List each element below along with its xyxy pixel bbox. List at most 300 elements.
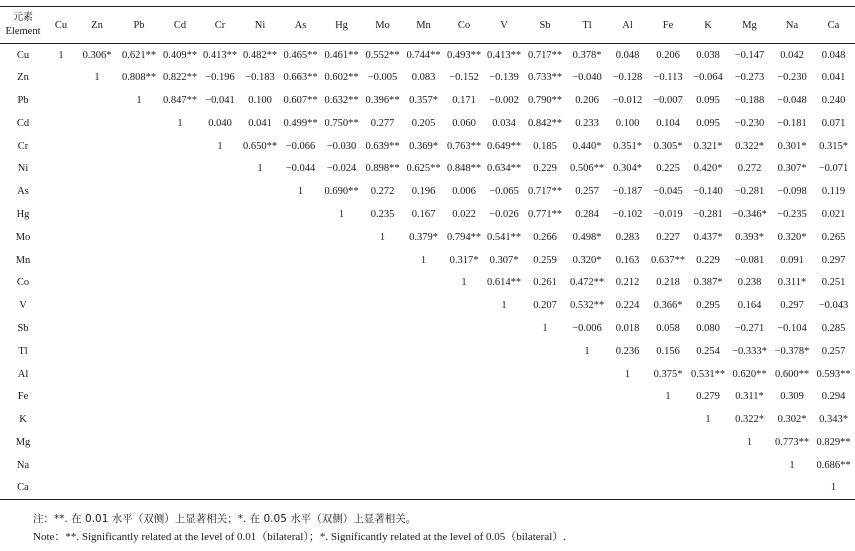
table-cell (403, 454, 444, 477)
table-cell (76, 431, 118, 454)
table-cell (240, 408, 280, 431)
table-cell: −0.098 (777, 186, 807, 198)
table-cell (280, 203, 321, 226)
table-cell (200, 408, 240, 431)
table-cell: 0.351* (613, 140, 642, 152)
table-cell: 1 (217, 140, 223, 152)
table-cell (160, 385, 200, 408)
table-cell (240, 363, 280, 386)
table-cell (118, 226, 160, 249)
corner-header (0, 7, 46, 44)
table-cell (444, 317, 484, 340)
table-cell (444, 477, 484, 500)
table-cell (362, 477, 403, 500)
table-cell: 0.541** (486, 231, 522, 243)
table-cell: 0.532** (569, 300, 605, 312)
table-cell (524, 431, 566, 454)
table-cell: 0.375* (653, 368, 683, 380)
table-row (0, 203, 855, 226)
table-cell (321, 363, 362, 386)
correlation-matrix-table (0, 6, 855, 500)
table-cell: 0.048 (615, 49, 640, 61)
table-cell: −0.030 (326, 140, 357, 152)
table-cell: 1 (379, 231, 386, 243)
table-cell (160, 340, 200, 363)
table-cell (403, 385, 444, 408)
table-cell: 0.420* (693, 163, 723, 175)
table-cell: −0.139 (489, 72, 519, 84)
table-cell (524, 340, 566, 363)
table-row (0, 226, 855, 249)
table-cell (46, 385, 76, 408)
table-cell (160, 431, 200, 454)
table-cell: 0.251 (821, 277, 846, 289)
table-row (0, 363, 855, 386)
table-cell: 0.257 (575, 186, 599, 198)
table-cell (160, 203, 200, 226)
table-cell: 0.649** (486, 140, 522, 152)
table-cell (524, 385, 566, 408)
table-cell (321, 226, 362, 249)
row-header: Zn (17, 72, 29, 84)
table-cell: 0.229 (533, 163, 557, 175)
table-cell (280, 408, 321, 431)
table-cell: 0.156 (656, 345, 680, 357)
table-cell (160, 363, 200, 386)
table-cell (321, 454, 362, 477)
table-cell (280, 226, 321, 249)
table-cell: 0.531** (690, 368, 726, 380)
table-cell: 0.750** (324, 117, 359, 129)
table-cell: 0.322* (735, 414, 764, 426)
table-cell (524, 408, 566, 431)
table-cell: 1 (94, 72, 100, 84)
table-cell (160, 135, 200, 158)
table-cell (444, 385, 484, 408)
table-cell (200, 157, 240, 180)
table-cell (524, 454, 566, 477)
table-cell (46, 340, 76, 363)
table-cell: −0.081 (734, 254, 765, 266)
table-cell: 0.311* (735, 391, 764, 403)
table-cell (444, 294, 484, 317)
table-cell: −0.026 (489, 208, 519, 220)
table-cell (608, 408, 647, 431)
table-cell: 1 (665, 391, 671, 403)
table-cell: 0.763** (446, 140, 482, 152)
table-cell (76, 249, 118, 272)
table-cell: 0.686** (816, 459, 851, 471)
table-cell (280, 477, 321, 500)
table-cell: 0.307* (489, 254, 519, 266)
table-cell (200, 385, 240, 408)
table-cell: −0.230 (777, 72, 807, 84)
table-cell (484, 340, 524, 363)
table-cell (566, 408, 608, 431)
row-header: Al (17, 368, 29, 380)
table-cell: 0.309 (780, 391, 804, 403)
table-cell: 1 (461, 277, 467, 289)
table-cell: 0.379* (409, 231, 438, 243)
row-header: Cu (16, 49, 30, 61)
table-cell (118, 340, 160, 363)
table-cell (444, 408, 484, 431)
table-cell: 0.164 (737, 300, 762, 312)
table-row (0, 89, 855, 112)
table-cell: 1 (338, 208, 345, 220)
table-cell: 1 (624, 368, 631, 380)
table-cell (46, 66, 76, 89)
table-cell (362, 363, 403, 386)
table-cell: −0.181 (777, 117, 807, 129)
table-cell (46, 271, 76, 294)
table-cell: 0.733** (527, 72, 563, 84)
table-cell (46, 112, 76, 135)
table-cell (160, 454, 200, 477)
table-cell (240, 340, 280, 363)
table-cell (280, 431, 321, 454)
column-header: Hg (321, 7, 362, 44)
table-row (0, 271, 855, 294)
table-cell: 0.038 (696, 49, 720, 61)
table-cell (689, 477, 727, 500)
column-header: Sb (524, 7, 566, 44)
table-cell (484, 317, 524, 340)
table-cell (647, 408, 689, 431)
table-cell: 0.265 (821, 231, 846, 243)
header-row (0, 7, 855, 44)
table-cell (76, 157, 118, 180)
table-cell: −0.006 (572, 322, 602, 334)
table-cell: 0.602** (324, 72, 359, 84)
table-cell: 0.357* (409, 94, 438, 106)
table-cell: 1 (812, 477, 855, 500)
table-cell (200, 180, 240, 203)
column-header: V (484, 7, 524, 44)
table-cell: 0.104 (656, 117, 680, 129)
table-cell (689, 431, 727, 454)
table-cell: 0.842** (527, 117, 563, 129)
table-cell: 0.060 (452, 117, 476, 129)
table-cell: 0.506** (569, 163, 605, 175)
table-row (0, 477, 855, 500)
table-cell: 0.663** (283, 72, 318, 84)
table-cell (76, 477, 118, 500)
table-cell: 0.034 (492, 117, 516, 129)
table-cell (118, 112, 160, 135)
table-cell: 0.041 (821, 72, 846, 84)
table-cell (240, 294, 280, 317)
row-header: Ca (0, 477, 46, 500)
table-cell (46, 408, 76, 431)
table-cell: 0.171 (452, 94, 476, 106)
table-cell: 0.632** (324, 94, 359, 106)
table-cell: 0.205 (411, 117, 436, 129)
table-cell: 0.083 (411, 72, 436, 84)
table-cell (46, 180, 76, 203)
table-cell (280, 454, 321, 477)
table-cell (608, 454, 647, 477)
table-cell (160, 271, 200, 294)
table-cell: 0.185 (533, 140, 557, 152)
table-cell: −0.281 (734, 186, 765, 198)
table-cell: 0.021 (821, 208, 846, 220)
table-cell: −0.019 (653, 208, 683, 220)
table-cell (200, 363, 240, 386)
table-cell (647, 454, 689, 477)
table-row (0, 249, 855, 272)
table-cell (46, 203, 76, 226)
table-cell (118, 180, 160, 203)
table-cell (76, 271, 118, 294)
table-cell (524, 363, 566, 386)
row-header: Mn (15, 254, 31, 266)
table-cell (362, 385, 403, 408)
column-header: As (280, 7, 321, 44)
table-cell: 0.048 (821, 49, 846, 61)
table-cell (403, 363, 444, 386)
table-cell: 0.297 (780, 300, 804, 312)
table-cell: 0.266 (533, 231, 557, 243)
table-row (0, 44, 855, 67)
table-cell: 0.413** (202, 49, 238, 61)
table-cell (200, 431, 240, 454)
table-cell (118, 385, 160, 408)
table-cell: 0.227 (656, 231, 680, 243)
table-cell: −0.333* (732, 345, 767, 357)
table-cell: 0.022 (452, 208, 476, 220)
table-cell: 0.257 (821, 345, 846, 357)
table-cell: −0.281 (693, 208, 723, 220)
table-cell: 0.465** (283, 49, 318, 61)
table-cell (200, 317, 240, 340)
row-header: Pb (17, 94, 29, 106)
table-cell (362, 408, 403, 431)
column-header: Cd (160, 7, 200, 44)
table-cell (118, 249, 160, 272)
table-cell (240, 180, 280, 203)
table-cell: −0.071 (818, 163, 849, 175)
table-cell: 0.254 (696, 345, 720, 357)
table-cell (46, 317, 76, 340)
table-cell: 0.790** (527, 94, 563, 106)
table-cell: 0.272 (737, 163, 762, 175)
table-cell (608, 477, 647, 500)
table-cell: −0.196 (205, 72, 235, 84)
row-header: As (17, 186, 29, 198)
table-cell (403, 431, 444, 454)
table-cell: 0.614** (486, 277, 522, 289)
table-cell: 0.625** (406, 163, 441, 175)
table-cell: 0.295 (696, 300, 720, 312)
table-cell: −0.187 (612, 186, 643, 198)
table-cell (76, 226, 118, 249)
table-cell (46, 157, 76, 180)
table-cell (566, 477, 608, 500)
table-cell (240, 203, 280, 226)
table-cell: 0.304* (613, 163, 642, 175)
table-cell: −0.041 (205, 94, 235, 106)
table-cell: 0.040 (208, 117, 232, 129)
table-cell: 0.773** (774, 436, 810, 448)
table-cell: −0.005 (367, 72, 398, 84)
table-cell (46, 477, 76, 500)
table-row (0, 408, 855, 431)
table-cell (321, 294, 362, 317)
table-cell (566, 454, 608, 477)
table-cell: 1 (705, 414, 711, 426)
table-cell (76, 340, 118, 363)
table-cell (118, 317, 160, 340)
table-cell (484, 477, 524, 500)
table-cell (280, 363, 321, 386)
table-cell (160, 180, 200, 203)
column-header: Fe (647, 7, 689, 44)
table-cell: 0.829** (816, 436, 851, 448)
table-cell: 0.305* (653, 140, 683, 152)
table-cell: 0.321* (693, 140, 723, 152)
table-cell: −0.044 (285, 163, 316, 175)
table-cell (280, 385, 321, 408)
table-cell: 0.396** (365, 94, 400, 106)
table-cell (46, 135, 76, 158)
table-cell: 0.206 (575, 94, 599, 106)
table-cell: 0.240 (821, 94, 846, 106)
table-cell (240, 385, 280, 408)
table-cell: 0.808** (121, 72, 157, 84)
table-cell (362, 431, 403, 454)
table-cell (280, 249, 321, 272)
table-cell: 0.272 (370, 186, 395, 198)
table-cell (280, 271, 321, 294)
table-cell: −0.140 (693, 186, 723, 198)
table-cell: 0.229 (696, 254, 720, 266)
table-cell: 0.285 (821, 322, 846, 334)
table-row (0, 112, 855, 135)
table-cell: −0.040 (572, 72, 602, 84)
table-cell: 1 (257, 163, 263, 175)
table-cell (524, 477, 566, 500)
table-cell (362, 249, 403, 272)
table-cell: 0.297 (821, 254, 846, 266)
table-cell (76, 385, 118, 408)
column-header: Tl (566, 7, 608, 44)
table-cell: 0.095 (696, 117, 720, 129)
table-cell (321, 249, 362, 272)
table-cell (484, 454, 524, 477)
corner-header-en: Element (5, 26, 41, 37)
row-header: Mg (15, 436, 31, 448)
table-cell: −0.235 (777, 208, 807, 220)
table-cell: 0.343* (819, 414, 848, 426)
table-cell: 0.387* (693, 277, 723, 289)
table-cell: 0.639** (365, 140, 400, 152)
table-cell (403, 294, 444, 317)
table-cell (321, 317, 362, 340)
table-cell (484, 408, 524, 431)
table-cell: 0.621** (121, 49, 157, 61)
table-cell: 0.284 (575, 208, 599, 220)
table-cell: −0.024 (326, 163, 357, 175)
table-cell: −0.188 (734, 94, 765, 106)
table-cell (321, 340, 362, 363)
table-cell (484, 431, 524, 454)
table-cell (76, 363, 118, 386)
table-cell: 0.100 (615, 117, 640, 129)
table-cell: 0.212 (615, 277, 640, 289)
table-cell: 1 (542, 322, 548, 334)
table-cell (76, 135, 118, 158)
table-cell (160, 226, 200, 249)
column-header: Ca (812, 7, 855, 44)
row-header: Sb (17, 322, 29, 334)
table-cell (444, 340, 484, 363)
table-cell (118, 294, 160, 317)
table-cell (200, 340, 240, 363)
table-cell: 0.593** (816, 368, 851, 380)
table-cell: −0.152 (449, 72, 479, 84)
table-cell (240, 317, 280, 340)
table-cell (444, 363, 484, 386)
column-header: Na (772, 7, 812, 44)
table-cell: −0.064 (693, 72, 723, 84)
table-cell: 0.315* (819, 140, 848, 152)
row-header: Tl (18, 345, 28, 357)
table-cell (403, 408, 444, 431)
table-cell: −0.104 (777, 322, 807, 334)
table-cell (200, 203, 240, 226)
table-cell: −0.113 (653, 72, 683, 84)
row-header: Na (16, 459, 30, 471)
table-cell (362, 271, 403, 294)
table-cell: 0.744** (406, 49, 441, 61)
column-header: Mo (362, 7, 403, 44)
table-cell: 0.218 (656, 277, 680, 289)
table-cell (321, 431, 362, 454)
column-header: K (689, 7, 727, 44)
table-cell: 0.302* (777, 414, 807, 426)
table-cell: 1 (420, 254, 427, 266)
table-body (0, 44, 855, 500)
column-header: Pb (118, 7, 160, 44)
table-cell (240, 431, 280, 454)
table-cell (321, 271, 362, 294)
table-cell (321, 385, 362, 408)
row-header: Co (16, 277, 30, 289)
table-cell (200, 249, 240, 272)
table-cell: 0.717** (527, 49, 563, 61)
table-cell (200, 477, 240, 500)
table-cell (118, 135, 160, 158)
table-cell: 0.163 (615, 254, 640, 266)
row-header: Ni (17, 163, 29, 175)
table-cell: 0.306* (82, 49, 112, 61)
table-cell (647, 431, 689, 454)
table-row (0, 180, 855, 203)
table-cell: 0.607** (283, 94, 318, 106)
table-cell: 1 (136, 94, 142, 106)
table-cell: −0.065 (489, 186, 519, 198)
table-cell: 0.847** (162, 94, 198, 106)
table-cell: 0.206 (656, 49, 680, 61)
table-cell: 1 (297, 186, 304, 198)
table-cell (76, 203, 118, 226)
table-cell (727, 477, 772, 500)
table-row (0, 317, 855, 340)
table-row (0, 340, 855, 363)
table-cell: 0.080 (696, 322, 720, 334)
table-cell: 0.091 (780, 254, 804, 266)
